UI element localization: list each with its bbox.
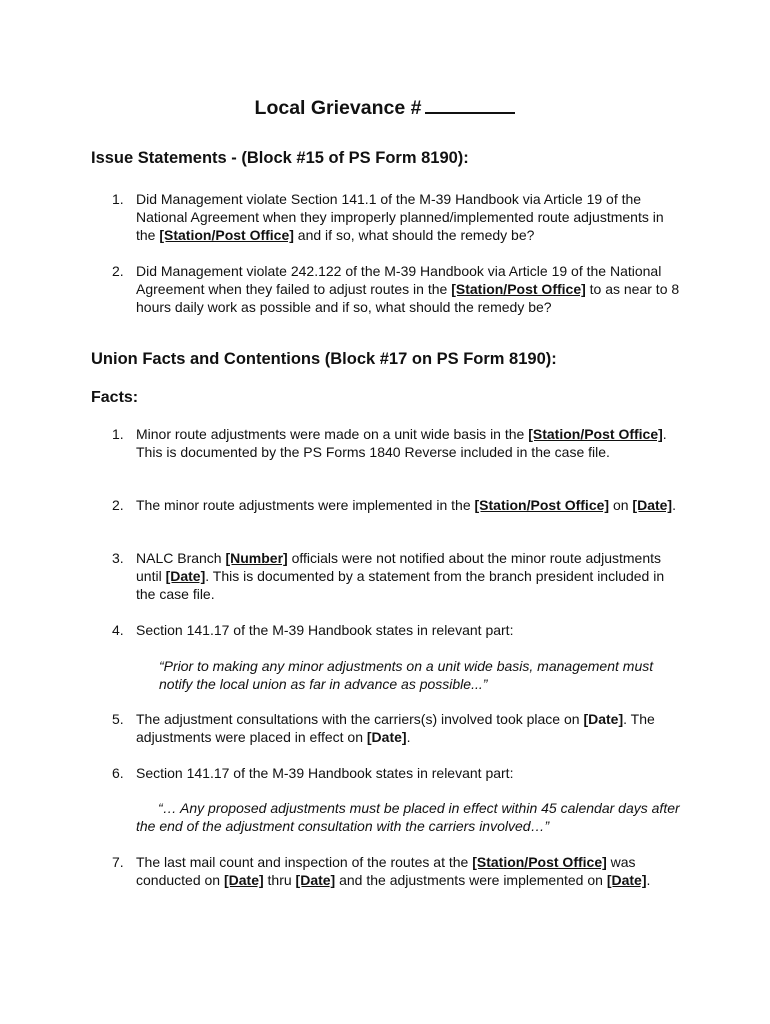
fact-item-4 (112, 621, 682, 639)
fact-item-1 (112, 425, 682, 461)
item-text: Did Management violate 242.122 of the M-39 Handbook via Article 19 of the National Agreement when they failed to adjust routes in the [Station/Post Office] to as near to 8 hours daily work as possible and if so, what should the remedy be? (136, 263, 680, 315)
item-number: 4. (112, 622, 124, 638)
issue-item-2 (112, 262, 682, 316)
placeholder-station: [Station/Post Office] (451, 281, 586, 297)
fact-item-6 (112, 764, 682, 782)
item-text: The minor route adjustments were implemented in the [Station/Post Office] on [Date]. (136, 497, 676, 513)
placeholder-date: [Date] (295, 872, 336, 888)
item-text: The last mail count and inspection of the routes at the [Station/Post Office] was conducted on [Date] thru [Date] and the adjustments were implemented on [Date]. (136, 854, 651, 888)
document-title (0, 94, 770, 120)
item-text: Section 141.17 of the M-39 Handbook states in relevant part: (136, 622, 514, 638)
item-text: Did Management violate Section 141.1 of the M-39 Handbook via Article 19 of the National Agreement when they improperly planned/implemented route adjustments in the [Station/Post Office] and if so, what should the remedy be? (136, 191, 664, 243)
fact-item-7 (112, 853, 682, 889)
issue-statements-heading: Issue Statements - (Block #15 of PS Form 8190): (91, 149, 469, 167)
fact-item-5 (112, 710, 682, 746)
fact-item-3 (112, 549, 682, 603)
placeholder-date: [Date] (223, 872, 264, 888)
fact-item-2 (112, 496, 682, 514)
placeholder-date: [Date] (165, 568, 206, 584)
grievance-number-blank (425, 94, 515, 114)
placeholder-station: [Station/Post Office] (159, 227, 294, 243)
item-number: 6. (112, 765, 124, 781)
placeholder-station: [Station/Post Office] (472, 854, 607, 870)
placeholder-number: [Number] (225, 550, 288, 566)
issue-item-1 (112, 190, 682, 244)
placeholder-date: [Date] (583, 711, 624, 727)
item-text: NALC Branch [Number] officials were not notified about the minor route adjustments until [Date]. This is documented by a statement from the branch president included in the case file. (136, 550, 665, 602)
item-number: 7. (112, 854, 124, 870)
placeholder-date: [Date] (606, 872, 647, 888)
placeholder-station: [Station/Post Office] (474, 497, 610, 513)
placeholder-station: [Station/Post Office] (528, 426, 663, 442)
item-number: 1. (112, 426, 124, 442)
item-number: 3. (112, 550, 124, 566)
title-text: Local Grievance # (254, 97, 422, 119)
union-facts-heading: Union Facts and Contentions (Block #17 on PS Form 8190): (91, 350, 557, 368)
placeholder-date: [Date] (632, 497, 673, 513)
item-number: 1. (112, 191, 124, 207)
item-number: 2. (112, 497, 124, 513)
quote-141-17-b: “… Any proposed adjustments must be placed in effect within 45 calendar days after the end of the adjustment consultation with the carriers involved…” (136, 800, 680, 834)
placeholder-date: [Date] (366, 729, 407, 745)
item-number: 5. (112, 711, 124, 727)
item-text: Section 141.17 of the M-39 Handbook states in relevant part: (136, 765, 514, 781)
quote-141-17-a: “Prior to making any minor adjustments on a unit wide basis, management must notify the local union as far in advance as possible...” (159, 658, 654, 692)
item-text: The adjustment consultations with the carriers(s) involved took place on [Date]. The adjustments were placed in effect on [Date]. (136, 711, 655, 745)
item-number: 2. (112, 263, 124, 279)
item-text: Minor route adjustments were made on a unit wide basis in the [Station/Post Office]. This is documented by the PS Forms 1840 Reverse included in the case file. (136, 426, 667, 460)
facts-heading: Facts: (91, 389, 139, 406)
